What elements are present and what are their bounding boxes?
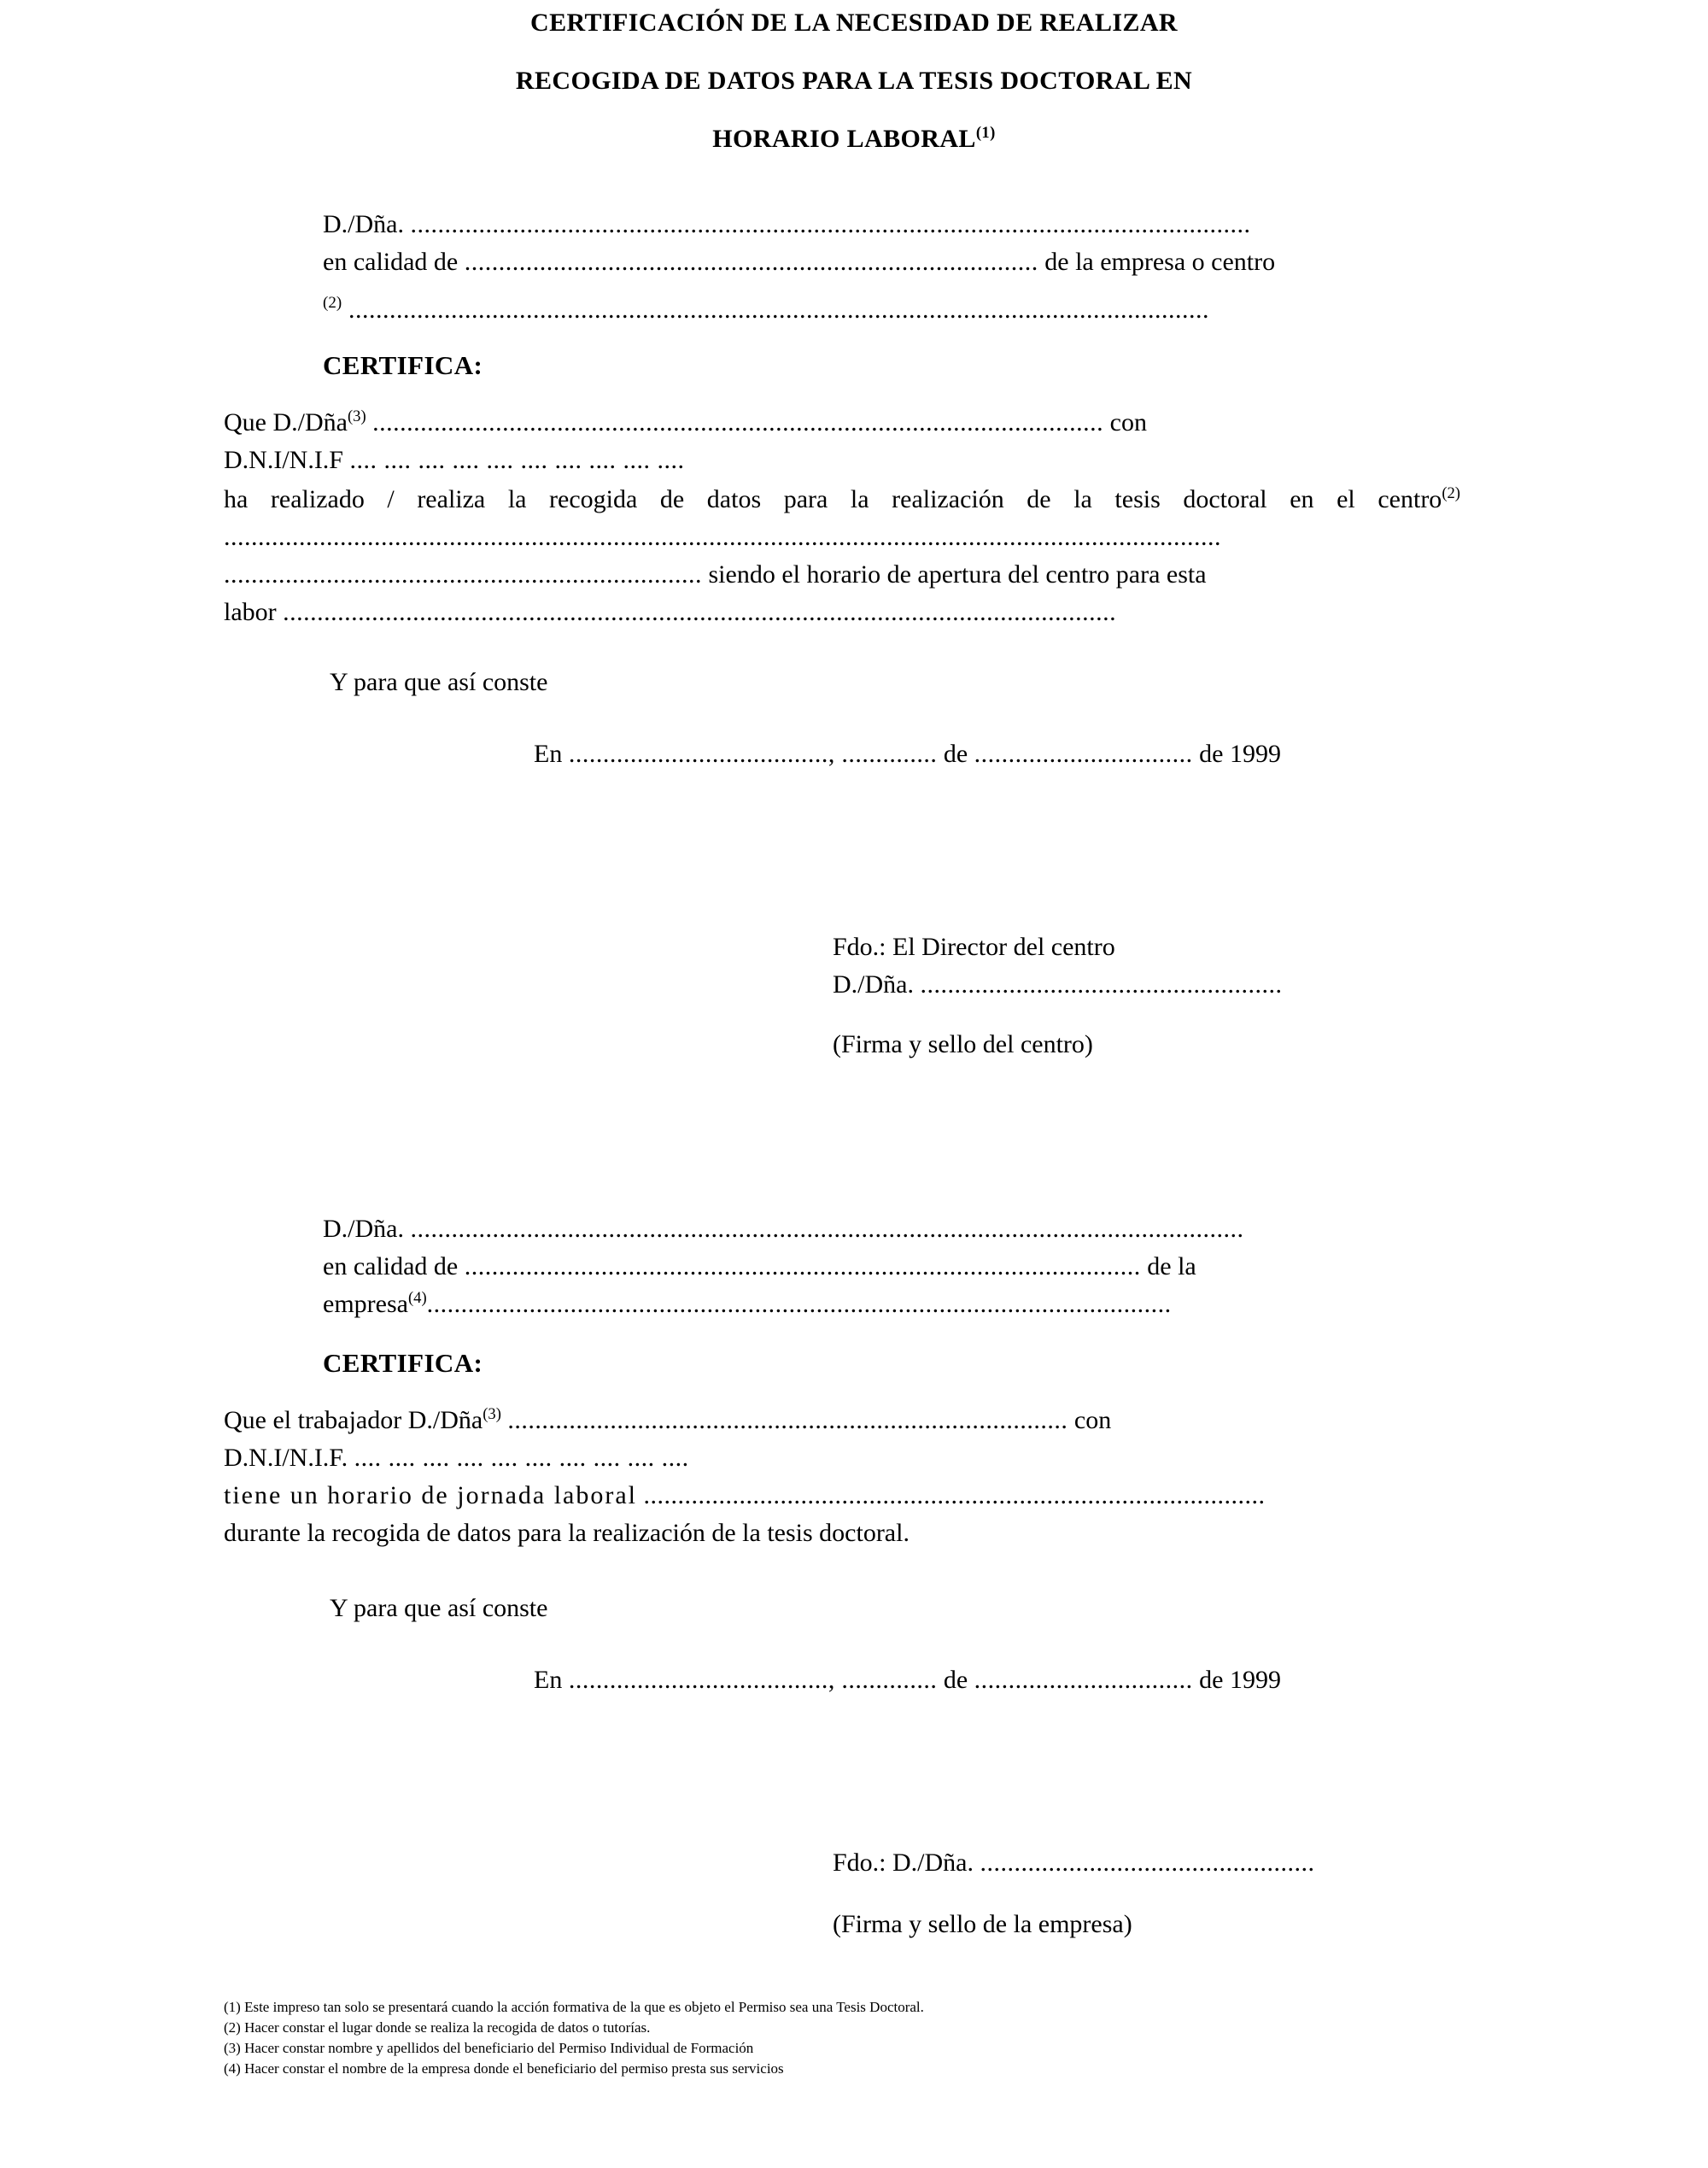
s1-date-year: 1999 xyxy=(1229,740,1281,768)
title-line-3 xyxy=(248,126,1460,152)
s1-sign-name-leader[interactable]: ..................................................... xyxy=(920,970,1283,999)
s1-that-leader[interactable]: ........................................................................................................... xyxy=(372,408,1104,437)
s2-certifies-heading: CERTIFICA: xyxy=(323,1348,483,1378)
s1-date-day-leader[interactable]: .............. xyxy=(841,740,938,768)
s2-sign-label: Fdo.: D./Dña. xyxy=(833,1849,974,1877)
s1-dni-line xyxy=(224,448,685,473)
document-title xyxy=(248,10,1460,152)
footnotes-block xyxy=(224,1997,1249,2080)
s1-that-line xyxy=(224,407,1147,437)
s1-footnote-marker-2: (2) xyxy=(323,294,342,312)
s2-date-de-1: de xyxy=(943,1666,968,1694)
s1-sign-role: Fdo.: El Director del centro xyxy=(833,933,1115,961)
s1-date-de-2: de xyxy=(1199,740,1224,768)
s1-name-leader[interactable]: ........................................................................................................................... xyxy=(410,210,1251,238)
s1-conste: Y para que así conste xyxy=(330,668,548,696)
footnote-2: (2) Hacer constar el lugar donde se realiza la recogida de datos o tutorías. xyxy=(224,2019,651,2036)
s1-sign-note: (Firma y sello del centro) xyxy=(833,1030,1093,1058)
s2-that-tail: con xyxy=(1073,1406,1112,1434)
s2-dni-line xyxy=(224,1445,689,1471)
s2-sign-note: (Firma y sello de la empresa) xyxy=(833,1910,1132,1938)
footnote-3: (3) Hacer constar nombre y apellidos del beneficiario del Permiso Individual de Formación xyxy=(224,2040,754,2057)
s2-that-label: Que el trabajador D./Dña xyxy=(224,1406,483,1434)
s2-capacity-leader[interactable]: ................................................................................................... xyxy=(464,1252,1141,1280)
s1-center-note xyxy=(323,287,342,313)
s2-that-line xyxy=(224,1405,1112,1434)
s1-dni-label: D.N.I/N.I.F xyxy=(224,446,343,474)
s1-blank-line-1 xyxy=(224,524,1221,550)
s1-capacity-label: en calidad de xyxy=(323,248,459,276)
title-line-2: RECOGIDA DE DATOS PARA LA TESIS DOCTORAL EN xyxy=(515,67,1193,95)
s2-date-day-leader[interactable]: .............. xyxy=(841,1666,938,1694)
s2-conste: Y para que así conste xyxy=(330,1594,548,1622)
s1-date-prefix: En xyxy=(534,740,563,768)
s2-date-year: 1999 xyxy=(1229,1666,1281,1694)
s1-capacity-leader[interactable]: .................................................................................... xyxy=(464,248,1038,276)
s1-dni-leader[interactable]: .... .... .... .... .... .... .... .... .... .... xyxy=(349,446,685,474)
s2-name-leader[interactable]: .......................................................................................................................... xyxy=(410,1215,1244,1243)
s2-company-leader[interactable]: ............................................................................................................. xyxy=(426,1290,1172,1318)
s2-dni-leader[interactable]: .... .... .... .... .... .... .... .... .... .... xyxy=(354,1444,689,1472)
s1-blank-leader-1[interactable]: .................................................................................................................................................. xyxy=(224,523,1221,551)
s1-sign-name-line xyxy=(833,972,1282,998)
s2-name-label: D./Dña. xyxy=(323,1215,404,1243)
s2-capacity-line xyxy=(323,1254,1196,1280)
s1-capacity-line xyxy=(323,249,1275,275)
s1-date-line xyxy=(534,741,1281,767)
s2-capacity-tail: de la xyxy=(1147,1252,1196,1280)
s2-date-de-2: de xyxy=(1199,1666,1224,1694)
s2-sign-leader[interactable]: ................................................. xyxy=(980,1849,1315,1877)
s1-schedule-line xyxy=(224,562,1207,588)
s2-date-month-leader[interactable]: ................................ xyxy=(974,1666,1193,1694)
s2-sign-line xyxy=(833,1850,1315,1876)
s2-schedule-leader[interactable]: ........................................................................................... xyxy=(643,1481,1266,1509)
s2-capacity-label: en calidad de xyxy=(323,1252,459,1280)
s1-schedule-tail: siendo el horario de apertura del centro para esta xyxy=(708,560,1207,589)
s2-date-line xyxy=(534,1667,1281,1693)
footnote-4: (4) Hacer constar el nombre de la empresa donde el beneficiario del permiso presta sus servicios xyxy=(224,2060,784,2077)
s2-that-leader[interactable]: .................................................................................. xyxy=(507,1406,1068,1434)
s1-labor-label: labor xyxy=(224,598,277,626)
s1-center-leader[interactable]: .............................................................................................................................. xyxy=(348,296,1209,324)
s1-date-place-leader[interactable]: ......................................, xyxy=(568,740,835,768)
title-line-3-text: HORARIO LABORAL xyxy=(712,125,976,153)
s1-date-de-1: de xyxy=(943,740,968,768)
s1-center-leader-line xyxy=(348,297,1209,323)
s2-name-line xyxy=(323,1216,1243,1242)
s1-name-line xyxy=(323,212,1250,237)
s1-capacity-tail: de la empresa o centro xyxy=(1044,248,1276,276)
s1-footnote-marker-3: (3) xyxy=(347,407,366,425)
title-footnote-marker-1: (1) xyxy=(975,124,996,142)
footnote-1: (1) Este impreso tan solo se presentará cuando la acción formativa de la que es objeto el Permiso sea una Tesis Doctoral. xyxy=(224,1999,924,2015)
s2-footnote-marker-3: (3) xyxy=(483,1405,501,1423)
s2-company-label: empresa xyxy=(323,1290,408,1318)
s2-schedule-label: tiene un horario de jornada laboral xyxy=(224,1481,637,1509)
s1-that-label: Que D./Dña xyxy=(224,408,348,437)
s2-footnote-marker-4: (4) xyxy=(407,1289,427,1307)
s1-footnote-marker-2b: (2) xyxy=(1442,484,1460,502)
s2-date-place-leader[interactable]: ......................................, xyxy=(568,1666,835,1694)
s1-sign-name-label: D./Dña. xyxy=(833,970,914,999)
s2-date-prefix: En xyxy=(534,1666,563,1694)
title-line-1: CERTIFICACIÓN DE LA NECESIDAD DE REALIZAR xyxy=(530,9,1178,37)
s1-name-label: D./Dña. xyxy=(323,210,404,238)
s1-certifies-heading: CERTIFICA: xyxy=(323,350,483,380)
s2-body-line: durante la recogida de datos para la realización de la tesis doctoral. xyxy=(224,1519,910,1547)
s1-blank-leader-2[interactable]: ...................................................................... xyxy=(224,560,702,589)
s1-labor-leader[interactable]: .......................................................................................................................... xyxy=(283,598,1117,626)
s1-date-month-leader[interactable]: ................................ xyxy=(974,740,1193,768)
s2-dni-label: D.N.I/N.I.F. xyxy=(224,1444,348,1472)
s1-labor-line xyxy=(224,600,1116,625)
s2-schedule-line xyxy=(224,1483,1266,1509)
s1-body-text: ha realizado / realiza la recogida de datos para la realización de la tesis doctoral en el centro xyxy=(224,485,1442,513)
s1-body-line xyxy=(224,484,1460,513)
s1-that-tail: con xyxy=(1109,408,1147,437)
s2-company-line xyxy=(323,1289,1172,1318)
